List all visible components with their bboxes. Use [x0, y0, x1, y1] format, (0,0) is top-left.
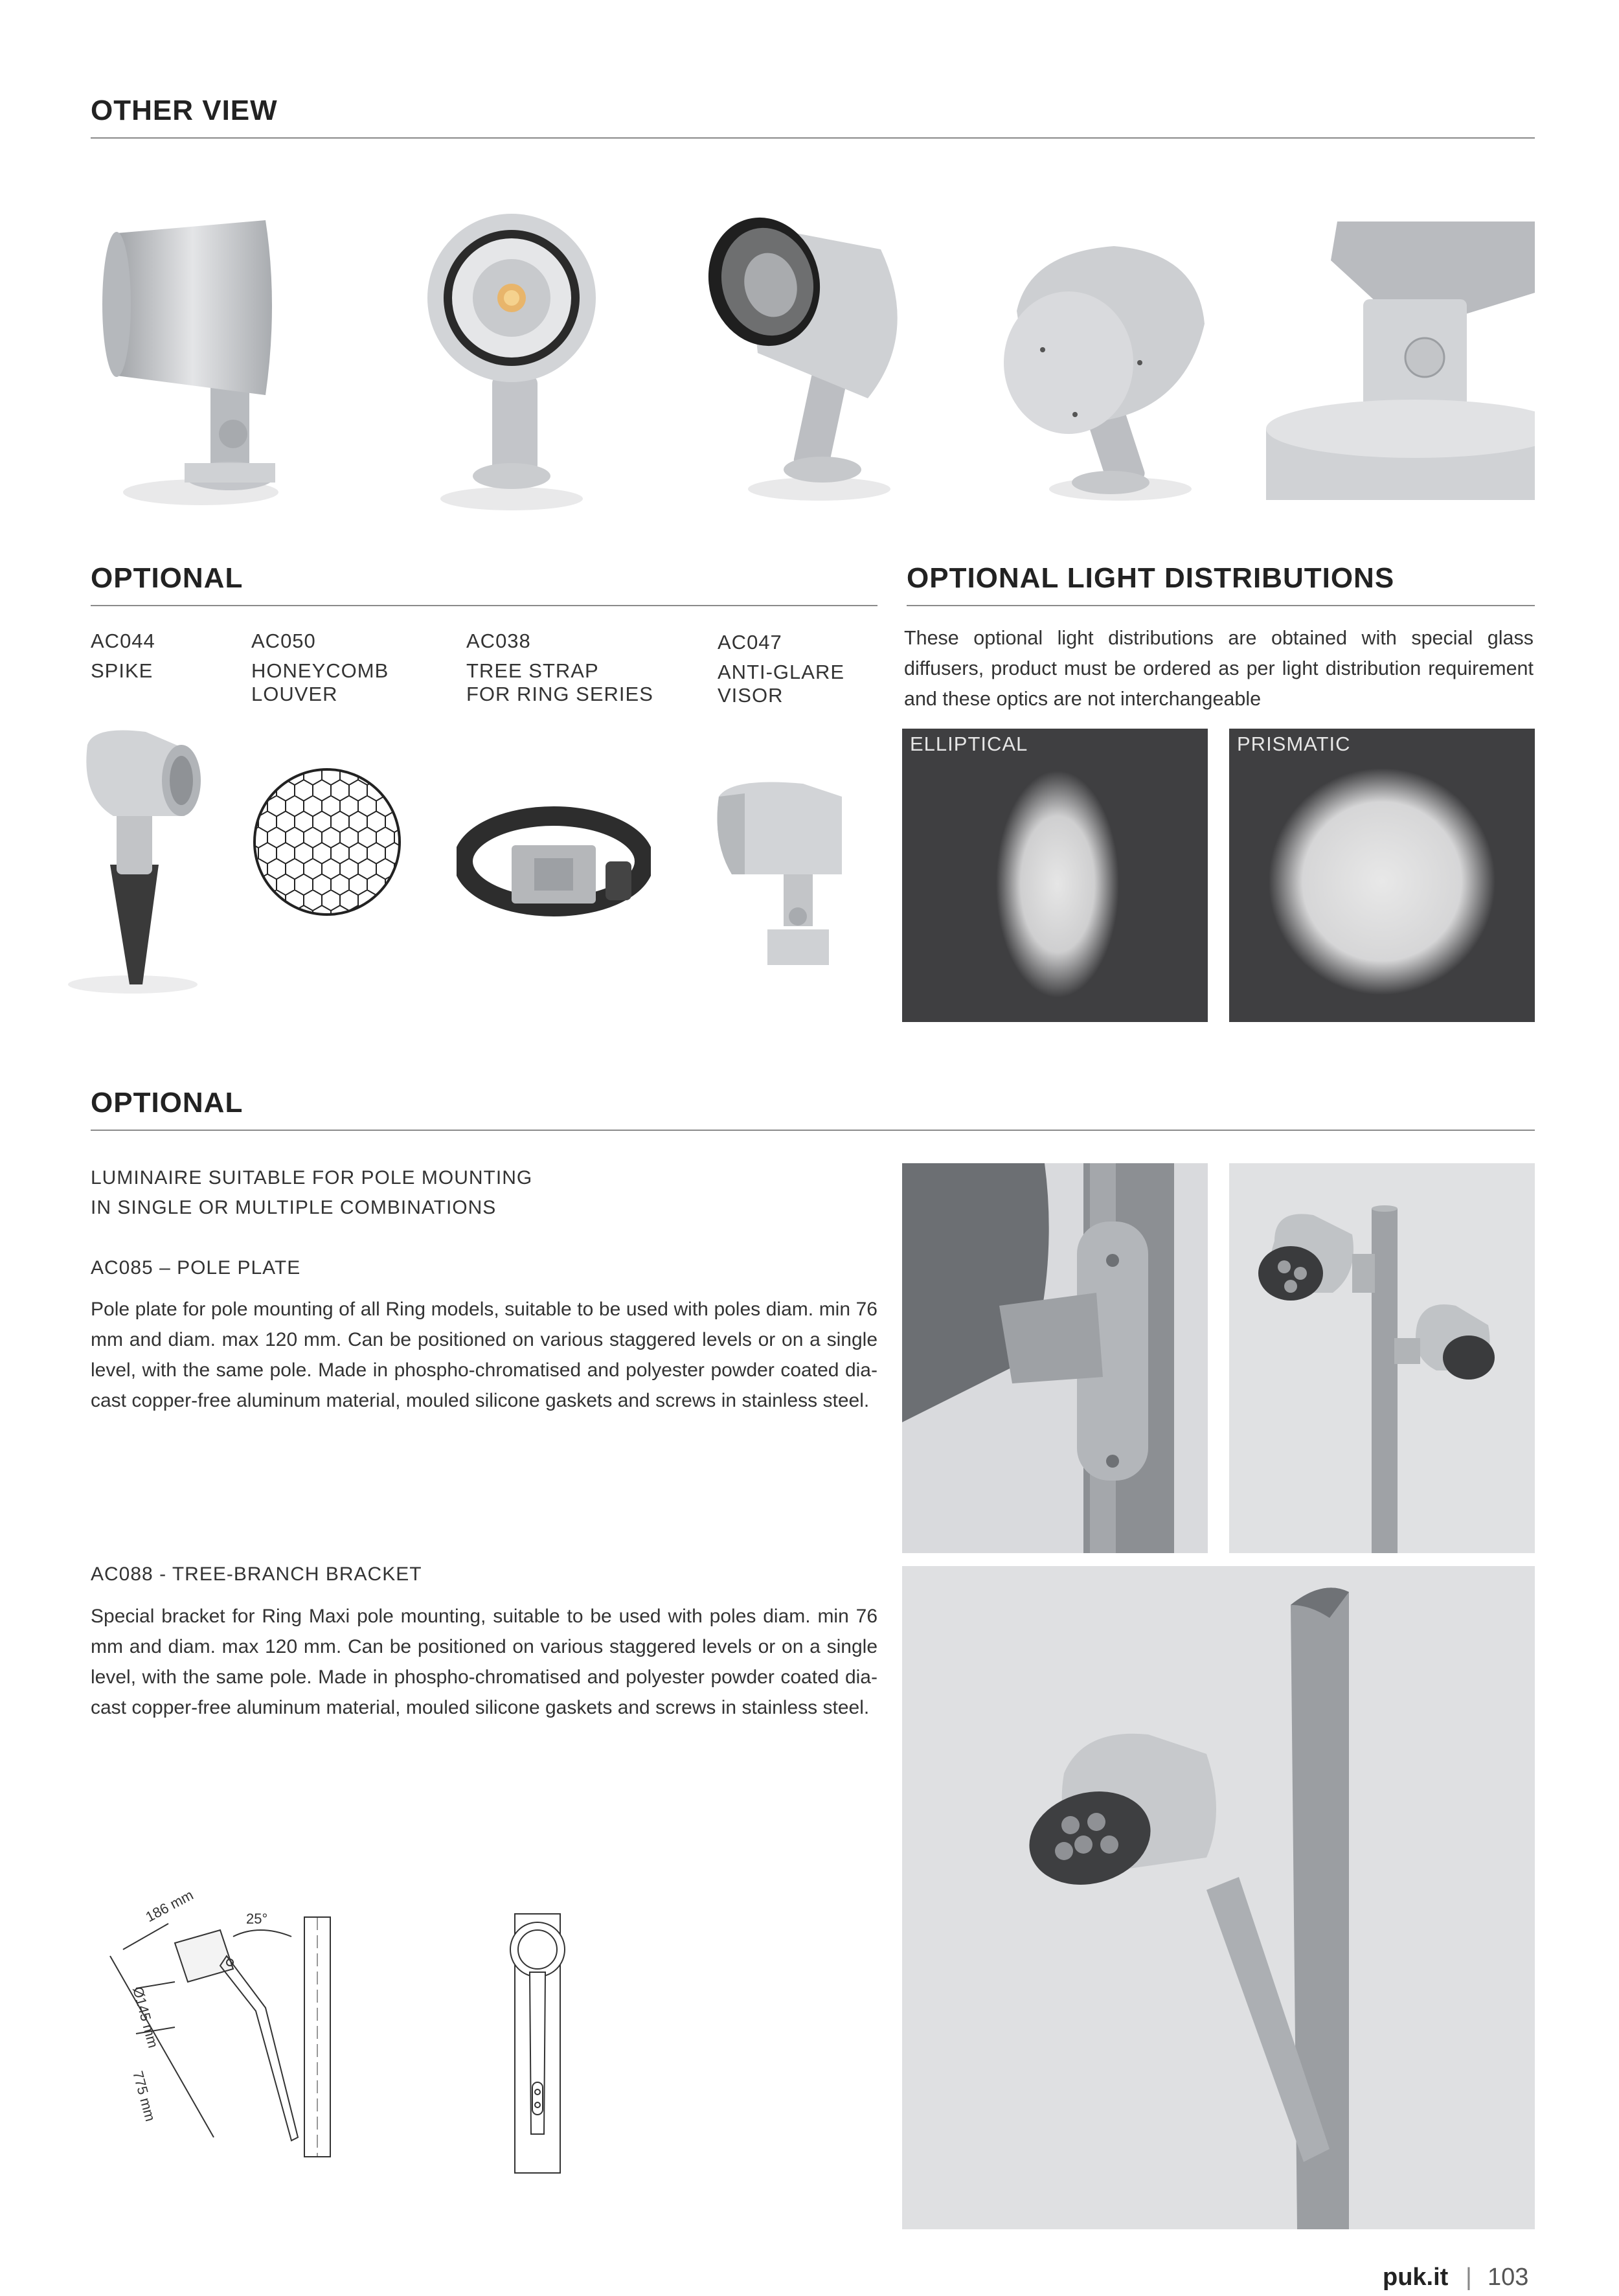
section-divider: [91, 137, 1535, 139]
dim-angle-label: 25°: [246, 1911, 268, 1927]
optional-pole-title: OPTIONAL: [91, 1087, 243, 1119]
accessory-name: ANTI-GLARE VISOR: [718, 661, 845, 707]
prismatic-distribution: [1229, 729, 1535, 1022]
optional-accessories-title: OPTIONAL: [91, 562, 243, 594]
bracket-front-drawing: [499, 1907, 576, 2179]
dim-height-label: 775 mm: [130, 2069, 159, 2124]
pole-plate-photo-multiple: [1229, 1163, 1535, 1553]
footer-separator: |: [1466, 2264, 1472, 2291]
elliptical-distribution: [902, 729, 1208, 1022]
product-view-side: [97, 214, 298, 512]
page-number: 103: [1488, 2264, 1529, 2291]
ac085-text: Pole plate for pole mounting of all Ring models, suitable to be used with poles diam. min 76 mm and diam. max 120 mm. Can be positioned on various staggered levels or on a single level, with the same pole. Made in phospho-chromatised and polyester powder coated dia-cast copper-free aluminum material, mouled silicone gaskets and screws in stainless steel.: [91, 1299, 877, 1411]
section-divider: [91, 1130, 1535, 1131]
footer-brand: puk.it: [1383, 2264, 1449, 2291]
section-divider: [907, 605, 1535, 606]
section-divider: [91, 605, 877, 606]
light-distributions-text: These optional light distributions are obtained with special glass diffusers, product must be ordered as per light distribution requirement and these optics are not interchangeable: [904, 627, 1534, 710]
product-view-back: [991, 233, 1224, 505]
product-view-angled: [706, 204, 926, 508]
light-distributions-title: OPTIONAL LIGHT DISTRIBUTIONS: [907, 562, 1395, 594]
accessory-name: SPIKE: [91, 659, 153, 682]
pole-intro: LUMINAIRE SUITABLE FOR POLE MOUNTING IN SINGLE OR MULTIPLE COMBINATIONS: [91, 1167, 533, 1218]
ac088-text: Special bracket for Ring Maxi pole mounting, suitable to be used with poles diam. min 76 mm and diam. max 120 mm. Can be positioned on various staggered levels or on a single level, with the same pole. Made in phospho-chromatised and polyester powder coated dia-cast copper-free aluminum material, mouled silicone gaskets and screws in stainless steel.: [91, 1606, 877, 1718]
accessory-name: HONEYCOMB LOUVER: [251, 659, 389, 705]
accessory-code: AC038: [466, 630, 531, 652]
accessory-code: AC047: [718, 631, 782, 654]
ac085-heading: AC085 – POLE PLATE: [91, 1257, 301, 1279]
other-view-title: OTHER VIEW: [91, 95, 278, 126]
accessory-code: AC044: [91, 630, 155, 652]
distribution-label: ELLIPTICAL: [910, 733, 1028, 755]
pole-plate-photo-closeup: [902, 1163, 1208, 1553]
anti-glare-visor-image: [706, 777, 848, 965]
tree-strap-image: [457, 803, 651, 933]
accessory-code: AC050: [251, 630, 316, 652]
dim-width-label: 186 mm: [142, 1887, 196, 1926]
tree-branch-bracket-photo: [902, 1566, 1535, 2229]
bracket-side-drawing: [97, 1878, 369, 2176]
accessory-name: TREE STRAP FOR RING SERIES: [466, 659, 653, 705]
product-view-detail: [1260, 222, 1535, 500]
honeycomb-louver-image: [249, 764, 405, 920]
distribution-label: PRISMATIC: [1237, 733, 1351, 755]
product-view-front: [414, 214, 609, 518]
spike-image: [62, 725, 210, 997]
dim-diam-label: Ø145 mm: [130, 1984, 162, 2050]
ac088-heading: AC088 - TREE-BRANCH BRACKET: [91, 1563, 422, 1585]
